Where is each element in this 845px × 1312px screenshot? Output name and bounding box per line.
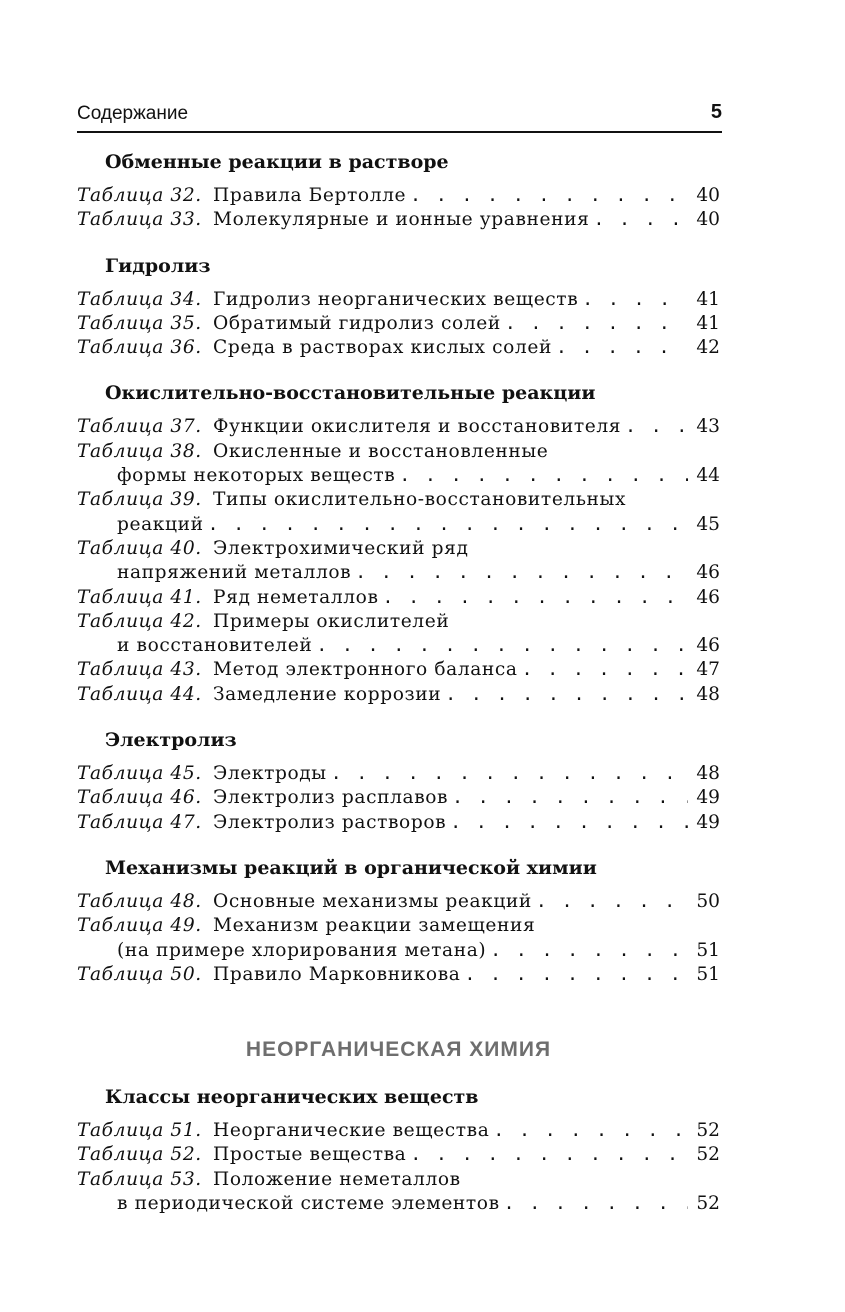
- toc-entry[interactable]: [77, 1168, 720, 1217]
- leader-dots: [490, 939, 688, 963]
- toc-entry-line: [77, 488, 720, 512]
- toc-entry-line: [77, 586, 720, 610]
- entry-page-number: 48: [696, 763, 720, 785]
- toc-section: [77, 726, 720, 835]
- entry-label: Таблица 34.: [77, 288, 202, 310]
- toc-entry-line: [77, 890, 720, 914]
- entry-label: Таблица 42.: [77, 610, 202, 632]
- toc-entry-line: [77, 658, 720, 682]
- entry-label: Таблица 47.: [77, 811, 202, 833]
- leader-dots: [331, 762, 688, 786]
- entry-title: Электроды: [213, 763, 327, 785]
- leader-dots: [464, 963, 688, 987]
- entry-page-number: 46: [696, 635, 720, 657]
- entry-title: Среда в растворах кислых солей: [213, 337, 552, 359]
- toc-section: [77, 379, 720, 707]
- toc-entry[interactable]: [77, 537, 720, 586]
- entry-title: реакций: [117, 513, 204, 535]
- entry-page-number: 46: [696, 562, 720, 584]
- toc-entry[interactable]: [77, 914, 720, 963]
- toc-entry[interactable]: [77, 890, 720, 914]
- toc-entry[interactable]: [77, 312, 720, 336]
- toc-entry-line: [77, 1168, 720, 1192]
- toc-entry-line: [77, 683, 720, 707]
- entry-title: Окисленные и восстановленные: [213, 440, 549, 462]
- toc-entry-line: [77, 537, 720, 561]
- section-heading: Механизмы реакций в органической химии: [105, 856, 597, 879]
- entry-label: Таблица 36.: [77, 337, 202, 359]
- entry-title: Основные механизмы реакций: [213, 890, 532, 912]
- entry-page-number: 48: [696, 683, 720, 705]
- toc-entry[interactable]: [77, 415, 720, 439]
- toc-entry-line: [77, 312, 720, 336]
- toc-entry-line: [77, 513, 720, 537]
- entry-label: Таблица 38.: [77, 440, 202, 462]
- page-number: 5: [710, 101, 722, 123]
- section-heading: Классы неорганических веществ: [105, 1086, 479, 1109]
- entry-title: Правило Марковникова: [213, 963, 461, 985]
- entry-page-number: 41: [696, 288, 720, 310]
- leader-dots: [410, 1143, 688, 1167]
- leader-dots: [556, 336, 688, 360]
- toc-entry-line: [77, 288, 720, 312]
- toc-entry[interactable]: [77, 963, 720, 987]
- toc-block: [77, 1083, 720, 1216]
- leader-dots: [355, 561, 688, 585]
- part-heading: НЕОРГАНИЧЕСКАЯ ХИМИЯ: [245, 1038, 552, 1062]
- entry-page-number: 42: [696, 337, 720, 359]
- leader-dots: [582, 288, 688, 312]
- section-heading: Электролиз: [105, 729, 237, 752]
- toc-entry-line: [77, 415, 720, 439]
- leader-dots: [593, 208, 688, 232]
- toc-entry-line: [77, 939, 720, 963]
- entry-title: Функции окислителя и восстановителя: [213, 416, 622, 438]
- entry-title: формы некоторых веществ: [117, 465, 396, 487]
- toc-entry-line: [77, 634, 720, 658]
- entry-label: Таблица 45.: [77, 763, 202, 785]
- entry-label: Таблица 52.: [77, 1144, 202, 1166]
- toc-entry-line: [77, 1192, 720, 1216]
- entry-page-number: 41: [696, 312, 720, 334]
- toc-entry-line: [77, 786, 720, 810]
- entry-page-number: 45: [696, 513, 720, 535]
- entry-title: (на примере хлорирования метана): [117, 939, 487, 961]
- toc-entry[interactable]: [77, 184, 720, 208]
- entry-title: Простые вещества: [213, 1144, 407, 1166]
- entry-label: Таблица 43.: [77, 659, 202, 681]
- entry-title: Метод электронного баланса: [213, 659, 518, 681]
- section-heading: Обменные реакции в растворе: [105, 151, 449, 173]
- entry-title: Молекулярные и ионные уравнения: [213, 209, 590, 231]
- toc-entry[interactable]: [77, 683, 720, 707]
- entry-label: Таблица 46.: [77, 787, 202, 809]
- entry-title: Гидролиз неорганических веществ: [213, 288, 579, 310]
- leader-dots: [450, 811, 688, 835]
- entry-title: Электролиз расплавов: [213, 787, 449, 809]
- entry-page-number: 43: [696, 416, 720, 438]
- toc-section: [77, 148, 720, 233]
- toc-entry-line: [77, 914, 720, 938]
- entry-page-number: 46: [696, 586, 720, 608]
- entry-title: и восстановителей: [117, 635, 313, 657]
- entry-page-number: 52: [696, 1193, 720, 1215]
- toc-entry-line: [77, 762, 720, 786]
- entry-page-number: 49: [696, 787, 720, 809]
- leader-dots: [493, 1119, 688, 1143]
- entry-label: Таблица 35.: [77, 312, 202, 334]
- entry-label: Таблица 32.: [77, 185, 202, 206]
- entry-title: напряжений металлов: [117, 562, 352, 584]
- toc-entry-line: [77, 610, 720, 634]
- entry-title: Электрохимический ряд: [213, 537, 469, 559]
- toc-entry-line: [77, 464, 720, 488]
- entry-title: Типы окислительно-восстановительных: [213, 489, 627, 511]
- toc-entry-line: [77, 1119, 720, 1143]
- toc-entry[interactable]: [77, 208, 720, 232]
- leader-dots: [208, 513, 688, 537]
- leader-dots: [383, 586, 688, 610]
- toc-entry-line: [77, 184, 720, 208]
- entry-label: Таблица 39.: [77, 489, 202, 511]
- toc-entry[interactable]: [77, 288, 720, 312]
- leader-dots: [536, 890, 688, 914]
- entry-label: Таблица 37.: [77, 416, 202, 438]
- entry-title: Правила Бертолле: [213, 185, 407, 206]
- toc-entry[interactable]: [77, 786, 720, 810]
- toc-entry[interactable]: [77, 336, 720, 360]
- entry-title: Замедление коррозии: [213, 683, 442, 705]
- toc-entry[interactable]: [77, 610, 720, 659]
- entry-title: Положение неметаллов: [213, 1168, 461, 1190]
- toc-entry[interactable]: [77, 658, 720, 682]
- entry-label: Таблица 48.: [77, 890, 202, 912]
- entry-label: Таблица 51.: [77, 1120, 202, 1142]
- entry-title: в периодической системе элементов: [117, 1193, 500, 1215]
- toc-entry-line: [77, 811, 720, 835]
- entry-page-number: 51: [696, 939, 720, 961]
- entry-title: Обратимый гидролиз солей: [213, 312, 501, 334]
- toc-entry-line: [77, 440, 720, 464]
- toc-entry[interactable]: [77, 762, 720, 786]
- entry-page-number: 40: [696, 185, 720, 206]
- entry-title: Электролиз растворов: [213, 811, 447, 833]
- leader-dots: [445, 683, 688, 707]
- section-heading: Гидролиз: [105, 254, 211, 277]
- entry-label: Таблица 40.: [77, 537, 202, 559]
- leader-dots: [522, 658, 688, 682]
- entry-title: Примеры окислителей: [213, 610, 450, 632]
- toc-entry-line: [77, 561, 720, 585]
- entry-page-number: 52: [696, 1144, 720, 1166]
- entry-label: Таблица 33.: [77, 209, 202, 231]
- toc-entry-line: [77, 963, 720, 987]
- entry-page-number: 40: [696, 209, 720, 231]
- toc-entry[interactable]: [77, 811, 720, 835]
- leader-dots: [505, 312, 688, 336]
- entry-label: Таблица 53.: [77, 1168, 202, 1190]
- toc-section: [77, 252, 720, 361]
- leader-dots: [410, 184, 688, 208]
- entry-page-number: 49: [696, 811, 720, 833]
- toc-entry[interactable]: [77, 1119, 720, 1143]
- leader-dots: [399, 464, 688, 488]
- entry-label: Таблица 44.: [77, 683, 202, 705]
- leader-dots: [504, 1192, 688, 1216]
- entry-page-number: 47: [696, 659, 720, 681]
- entry-label: Таблица 49.: [77, 915, 202, 937]
- entry-label: Таблица 41.: [77, 586, 202, 608]
- leader-dots: [452, 786, 688, 810]
- running-header: [77, 103, 722, 133]
- entry-title: Неорганические вещества: [213, 1120, 490, 1142]
- toc-entry[interactable]: [77, 440, 720, 489]
- entry-page-number: 44: [696, 465, 720, 487]
- leader-dots: [316, 634, 688, 658]
- running-header-title: Содержание: [77, 103, 189, 124]
- toc-entry-line: [77, 208, 720, 232]
- toc-entry[interactable]: [77, 1143, 720, 1167]
- entry-title: Механизм реакции замещения: [213, 915, 536, 937]
- toc-entry[interactable]: [77, 488, 720, 537]
- toc-entry[interactable]: [77, 586, 720, 610]
- toc-block: [77, 148, 720, 987]
- entry-title: Ряд неметаллов: [213, 586, 379, 608]
- toc-section: [77, 1083, 720, 1216]
- table-of-contents: [77, 148, 720, 1235]
- toc-entry-line: [77, 1143, 720, 1167]
- toc-section: [77, 854, 720, 987]
- toc-entry-line: [77, 336, 720, 360]
- entry-page-number: 50: [696, 890, 720, 912]
- leader-dots: [625, 415, 688, 439]
- entry-page-number: 52: [696, 1120, 720, 1142]
- section-heading: Окислительно-восстановительные реакции: [105, 382, 596, 405]
- entry-label: Таблица 50.: [77, 963, 202, 985]
- entry-page-number: 51: [696, 963, 720, 985]
